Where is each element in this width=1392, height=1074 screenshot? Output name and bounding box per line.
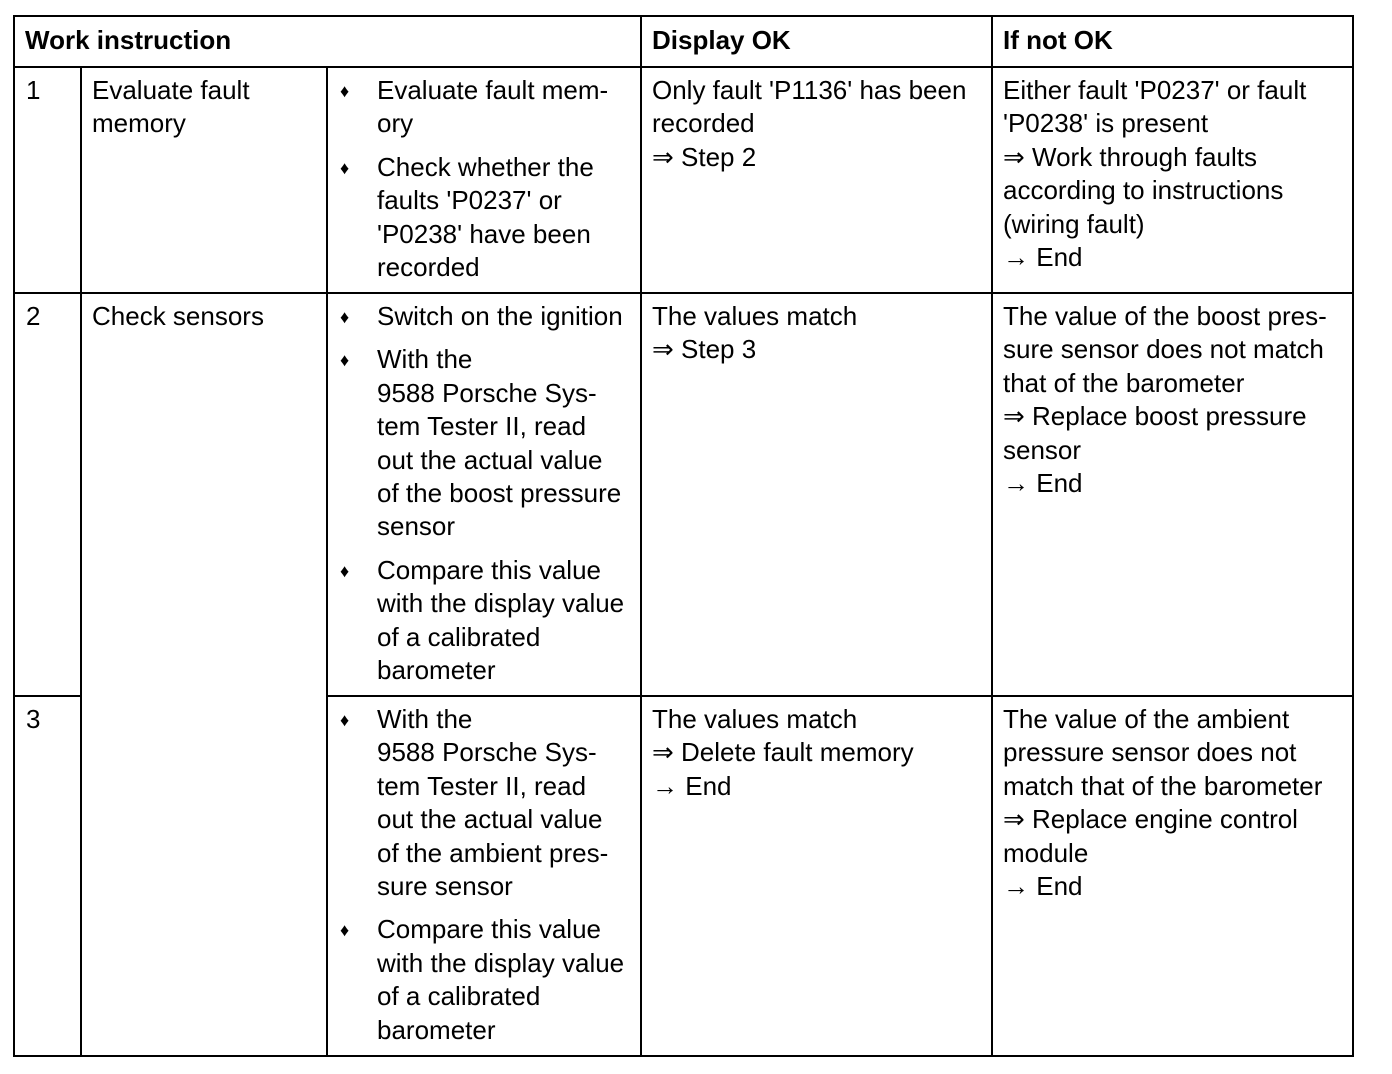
diamond-bullet-icon: ♦	[340, 81, 350, 101]
diamond-bullet-icon: ♦	[340, 307, 350, 327]
step-number: 1	[14, 67, 81, 293]
display-ok-cell: Only fault 'P1136' has been recorded ⇒ Step 2	[641, 67, 992, 293]
diamond-bullet-icon: ♦	[340, 710, 350, 730]
if-not-ok-cell: The value of the boost pres- sure sensor does not match that of the barometer ⇒ Replace boost pressure sensor → End	[992, 293, 1353, 696]
diamond-bullet-icon: ♦	[340, 350, 350, 371]
step-number: 2	[14, 293, 81, 696]
diamond-bullet-icon: ♦	[340, 920, 350, 941]
steps-cell	[327, 67, 641, 293]
list-item: ♦ With the 9588 Porsche Sys- tem Tester II, read out the actual value of the boost pressure sensor	[340, 344, 622, 542]
task-text: Check sensors	[92, 301, 264, 331]
steps-cell	[327, 696, 641, 1056]
table-row	[14, 293, 1353, 696]
work-instruction-table	[13, 15, 1354, 1057]
header-work-instruction: Work instruction	[14, 16, 641, 67]
steps-cell	[327, 293, 641, 696]
list-item: ♦ With the 9588 Porsche Sys- tem Tester II, read out the actual value of the ambient pres- sure sensor	[340, 704, 609, 902]
display-ok-cell: The values match ⇒ Delete fault memory → End	[641, 696, 992, 1056]
diamond-bullet-icon: ♦	[340, 560, 350, 581]
header-row	[14, 16, 1353, 67]
if-not-ok-cell: The value of the ambient pressure sensor does not match that of the barometer ⇒ Replace engine control module → End	[992, 696, 1353, 1056]
list-item: ♦ Check whether the faults 'P0237' or 'P0238' have been recorded	[340, 151, 594, 283]
step-number: 3	[14, 696, 81, 1056]
task-cell	[81, 293, 327, 1056]
task-text: Evaluate fault	[92, 75, 250, 105]
display-ok-cell: The values match ⇒ Step 3	[641, 293, 992, 696]
table-row	[14, 67, 1353, 293]
header-display-ok: Display OK	[641, 16, 992, 67]
task-cell	[81, 67, 327, 293]
list-item: ♦ Compare this value with the display value of a calibrated barometer	[340, 914, 625, 1045]
task-text: memory	[92, 108, 186, 139]
list-item: ♦ Compare this value with the display value of a calibrated barometer	[340, 554, 625, 686]
diamond-bullet-icon: ♦	[340, 157, 350, 178]
if-not-ok-cell: Either fault 'P0237' or fault 'P0238' is present ⇒ Work through faults according to instructions (wiring fault) → End	[992, 67, 1353, 293]
header-if-not-ok: If not OK	[992, 16, 1353, 67]
list-item: ♦ Evaluate fault mem- ory	[340, 75, 609, 139]
list-item: ♦ Switch on the ignition	[338, 300, 630, 333]
